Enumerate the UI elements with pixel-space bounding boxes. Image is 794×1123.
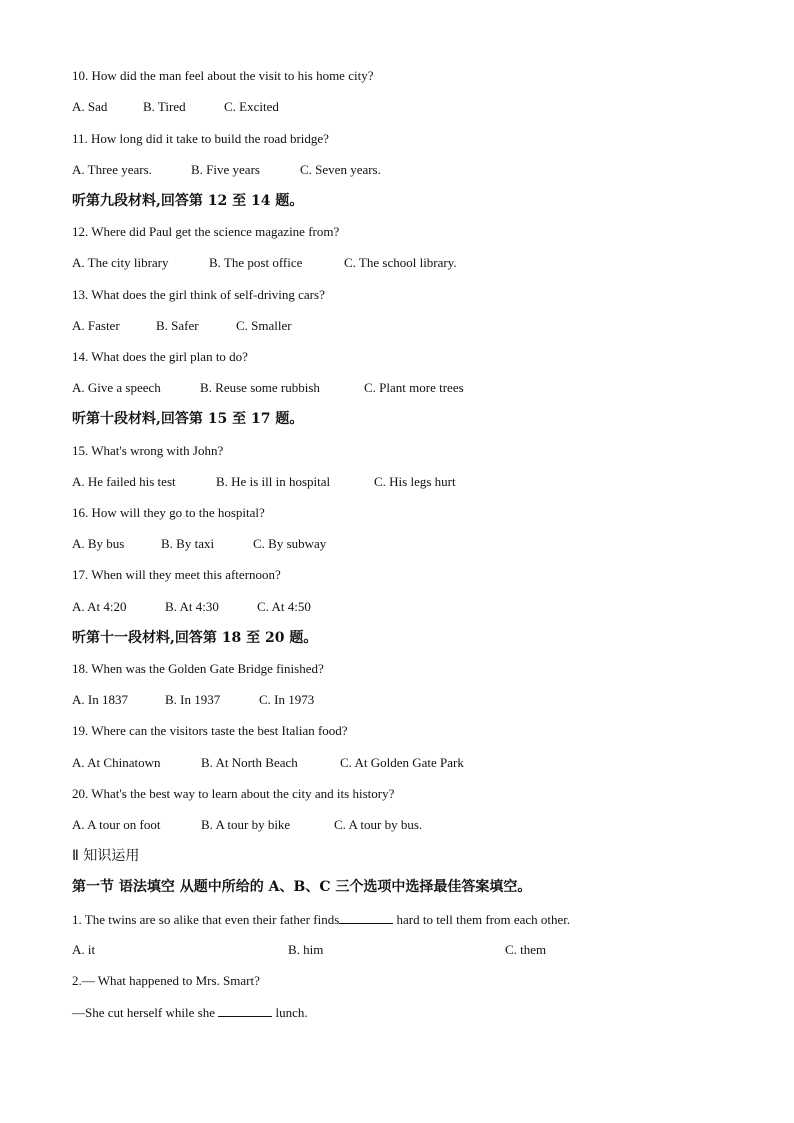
grammar-question-1-before: 1. The twins are so alike that even their father finds — [72, 912, 340, 927]
part-title: Ⅱ 知识运用 — [72, 848, 140, 864]
section-heading-10: 听第十段材料,回答第 15 至 17 题。 — [72, 411, 304, 427]
question-15: 15. What's wrong with John? — [72, 443, 224, 458]
question-19-option-a: A. At Chinatown — [72, 755, 161, 770]
question-19: 19. Where can the visitors taste the best Italian food? — [72, 723, 348, 738]
question-14-option-a: A. Give a speech — [72, 380, 161, 395]
question-15-option-c: C. His legs hurt — [374, 474, 456, 489]
grammar-question-1-option-a: A. it — [72, 942, 96, 957]
question-20-option-c: C. A tour by bus. — [334, 817, 423, 832]
section-heading-11: 听第十一段材料,回答第 18 至 20 题。 — [72, 630, 318, 646]
grammar-question-1-option-b: B. him — [288, 942, 324, 957]
answer-blank — [218, 1004, 272, 1017]
question-11: 11. How long did it take to build the road bridge? — [72, 131, 329, 146]
question-12-option-c: C. The school library. — [344, 255, 457, 270]
question-11-option-b: B. Five years — [191, 162, 260, 177]
question-19-option-c: C. At Golden Gate Park — [340, 755, 464, 770]
question-12-option-b: B. The post office — [209, 255, 303, 270]
question-13-option-a: A. Faster — [72, 318, 120, 333]
question-13: 13. What does the girl think of self-driving cars? — [72, 287, 325, 302]
answer-blank — [339, 911, 393, 924]
question-14-option-c: C. Plant more trees — [364, 380, 464, 395]
question-15-option-a: A. He failed his test — [72, 474, 176, 489]
question-13-option-c: C. Smaller — [236, 318, 292, 333]
question-14-option-b: B. Reuse some rubbish — [200, 380, 320, 395]
grammar-question-2-before: —She cut herself while she — [72, 1005, 219, 1020]
section-heading-grammar: 第一节 语法填空 从题中所给的 A、B、C 三个选项中选择最佳答案填空。 — [72, 879, 532, 895]
grammar-question-2-after: lunch. — [272, 1005, 308, 1020]
question-17-option-c: C. At 4:50 — [257, 599, 311, 614]
question-16-option-a: A. By bus — [72, 536, 125, 551]
grammar-question-1-after: hard to tell them from each other. — [393, 912, 571, 927]
question-17-option-a: A. At 4:20 — [72, 599, 127, 614]
grammar-question-1 — [72, 911, 570, 928]
question-12: 12. Where did Paul get the science magazine from? — [72, 224, 340, 239]
question-19-option-b: B. At North Beach — [201, 755, 298, 770]
question-10-option-a: A. Sad — [72, 99, 108, 114]
question-13-option-b: B. Safer — [156, 318, 199, 333]
section-heading-9: 听第九段材料,回答第 12 至 14 题。 — [72, 193, 304, 209]
grammar-question-1-option-c: C. them — [505, 942, 547, 957]
question-17: 17. When will they meet this afternoon? — [72, 567, 281, 582]
question-18: 18. When was the Golden Gate Bridge finished? — [72, 661, 324, 676]
question-20-option-a: A. A tour on foot — [72, 817, 161, 832]
question-17-option-b: B. At 4:30 — [165, 599, 219, 614]
question-16-option-c: C. By subway — [253, 536, 327, 551]
question-16-option-b: B. By taxi — [161, 536, 215, 551]
question-20: 20. What's the best way to learn about the city and its history? — [72, 786, 395, 801]
question-15-option-b: B. He is ill in hospital — [216, 474, 331, 489]
question-10-option-c: C. Excited — [224, 99, 279, 114]
question-10-option-b: B. Tired — [143, 99, 186, 114]
question-14: 14. What does the girl plan to do? — [72, 349, 248, 364]
question-10: 10. How did the man feel about the visit to his home city? — [72, 68, 374, 83]
question-18-option-b: B. In 1937 — [165, 692, 221, 707]
question-11-option-a: A. Three years. — [72, 162, 152, 177]
question-11-option-c: C. Seven years. — [300, 162, 381, 177]
question-12-option-a: A. The city library — [72, 255, 169, 270]
question-18-option-a: A. In 1837 — [72, 692, 128, 707]
grammar-question-2: 2.— What happened to Mrs. Smart? — [72, 973, 260, 988]
question-16: 16. How will they go to the hospital? — [72, 505, 265, 520]
question-18-option-c: C. In 1973 — [259, 692, 315, 707]
question-20-option-b: B. A tour by bike — [201, 817, 291, 832]
grammar-question-2-response — [72, 1004, 308, 1021]
